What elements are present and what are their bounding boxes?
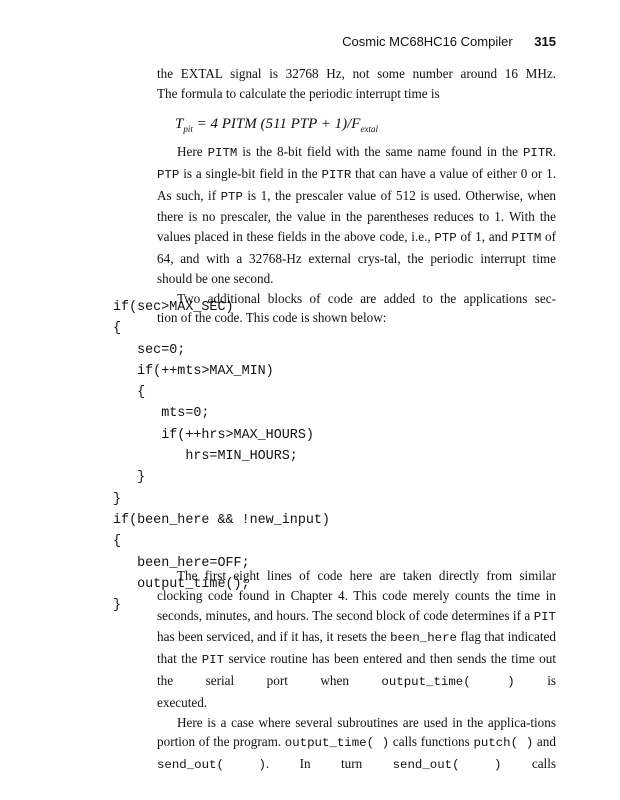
text-run: Here is a case where several subroutines are used in the applica-tions portion of the program.: [157, 714, 556, 750]
text-run: of 64, and with a 32768-Hz external crys-tal, the periodic interrupt time should be one second.: [157, 229, 556, 286]
code-inline: send_out( ): [157, 758, 266, 773]
code-inline: PTP: [434, 231, 457, 246]
paragraph-line: tion of the code. This code is shown below:: [157, 310, 387, 326]
paragraph-body: [157, 713, 556, 776]
code-line: been_here=OFF;: [113, 555, 250, 571]
pit-formula: [175, 116, 378, 134]
code-line: hrs=MIN_HOURS;: [113, 449, 298, 465]
code-line: if(++hrs>MAX_HOURS): [113, 427, 314, 443]
text-run: .: [552, 144, 557, 159]
running-title: Cosmic MC68HC16 Compiler: [342, 34, 513, 49]
text-run: is: [514, 672, 556, 688]
paragraph-line: The formula to calculate the periodic interrupt time is: [157, 85, 440, 101]
code-line: if(++mts>MAX_MIN): [113, 363, 274, 379]
code-line: {: [113, 321, 122, 337]
text-run: that can have a value of either 0 or 1. As such, if: [157, 165, 557, 203]
formula-rhs-subscript: extal: [360, 124, 378, 134]
code-inline: send_out( ): [392, 758, 502, 773]
paragraph-line: the EXTAL signal is 32768 Hz, not some number around 16 MHz.: [157, 66, 556, 81]
running-header: [0, 34, 556, 49]
code-inline: output_time( ): [381, 674, 515, 689]
text-run: of 1, and: [456, 229, 512, 245]
code-inline: output_time( ): [284, 736, 390, 751]
code-inline: PIT: [533, 609, 556, 624]
text-run: is the 8-bit field with the same name found in the: [237, 144, 523, 159]
code-line: }: [113, 470, 146, 486]
code-inline: PITR: [321, 167, 352, 182]
code-line: }: [113, 491, 122, 507]
code-line: sec=0;: [113, 342, 186, 358]
code-line: output_time();: [113, 576, 250, 592]
paragraph-line: executed.: [157, 694, 208, 710]
paragraph-body: [157, 566, 556, 693]
text-run: The first eight lines of code here are taken directly from similar clocking code found in Chapter 4. This code merely counts the time in seconds, minutes, and hours. The second block of code determines if a: [157, 568, 556, 623]
code-line: {: [113, 534, 122, 550]
code-inline: PTP: [157, 167, 180, 182]
code-inline: PITR: [522, 146, 553, 160]
code-inline: putch( ): [473, 736, 534, 751]
formula-lhs-subscript: pit: [183, 124, 193, 134]
code-line: mts=0;: [113, 406, 210, 422]
code-line: if(sec>MAX_SEC): [113, 300, 234, 315]
code-line: }: [113, 598, 122, 614]
text-run: flag that indicated that the: [157, 629, 556, 667]
text-run: calls: [501, 756, 557, 772]
code-inline: PTP: [220, 189, 243, 204]
text-run: calls functions: [389, 734, 474, 750]
text-run: is 1, the prescaler value of 512 is used. Otherwise, when there is no prescaler, the value in the parentheses reduces to 1. With the values placed in these fields in the above code, i.e.,: [157, 187, 556, 245]
text-run: Two additional blocks of code are added to the applications sec-: [177, 290, 556, 306]
code-inline: PIT: [201, 653, 225, 668]
paragraph-explanation: [157, 566, 556, 776]
text-run: and: [533, 734, 556, 750]
text-run: is a single-bit field in the: [179, 165, 322, 181]
text-run: has been serviced, and if it has, it resets the: [157, 629, 391, 645]
code-inline: PITM: [511, 231, 542, 246]
text-run: . In turn: [265, 756, 393, 772]
code-inline: PITM: [207, 146, 238, 160]
text-run: service routine has been entered and then sends the time out the serial port when: [157, 651, 557, 688]
formula-rhs: = 4 PITM (511 PTP + 1)/F: [192, 116, 361, 132]
code-line: if(been_here && !new_input): [113, 512, 330, 528]
formula-lhs: T: [175, 116, 184, 132]
code-line: {: [113, 385, 146, 401]
paragraph-extal: [157, 64, 556, 104]
paragraph-body: [157, 142, 556, 289]
page-number: 315: [534, 34, 556, 49]
text-run: Here: [177, 144, 208, 159]
code-inline: been_here: [390, 631, 457, 646]
